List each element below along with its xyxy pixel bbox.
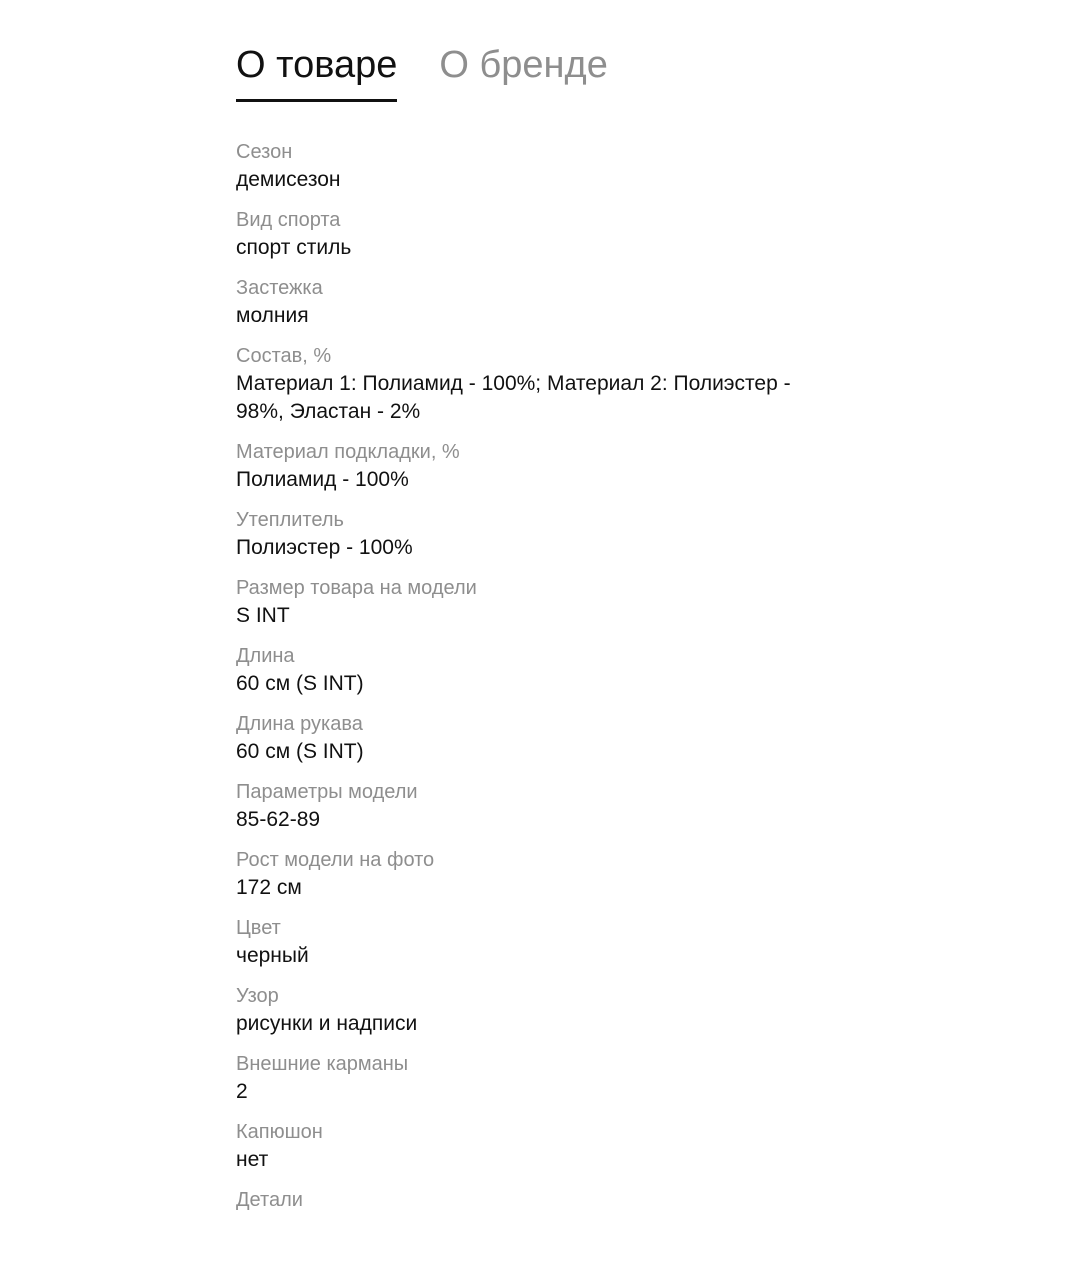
spec-value: демисезон xyxy=(236,168,341,191)
spec-length xyxy=(236,642,836,698)
spec-value: нет xyxy=(236,1148,269,1171)
spec-model-height xyxy=(236,846,836,902)
tab-about-brand[interactable]: О бренде xyxy=(439,44,608,86)
spec-label: Застежка xyxy=(236,277,323,299)
spec-value: Полиамид - 100% xyxy=(236,468,409,491)
spec-details xyxy=(236,1186,836,1214)
spec-value: Материал 1: Полиамид - 100%; Материал 2: Полиэстер - 98%, Эластан - 2% xyxy=(236,372,791,423)
spec-label: Вид спорта xyxy=(236,209,341,231)
spec-sleeve-length xyxy=(236,710,836,766)
spec-composition xyxy=(236,342,836,426)
spec-label: Размер товара на модели xyxy=(236,577,477,599)
spec-label: Состав, % xyxy=(236,345,332,367)
spec-label: Внешние карманы xyxy=(236,1053,409,1075)
tab-about-product[interactable]: О товаре xyxy=(236,40,397,102)
product-info-tabs xyxy=(236,40,608,104)
spec-value: молния xyxy=(236,304,309,327)
spec-insulation xyxy=(236,506,836,562)
spec-label: Цвет xyxy=(236,917,281,939)
spec-label: Детали xyxy=(236,1189,303,1211)
product-specs-list xyxy=(236,138,836,1226)
spec-label: Длина рукава xyxy=(236,713,363,735)
spec-color xyxy=(236,914,836,970)
spec-model-size xyxy=(236,574,836,630)
spec-closure xyxy=(236,274,836,330)
spec-season xyxy=(236,138,836,194)
spec-label: Параметры модели xyxy=(236,781,418,803)
spec-value: рисунки и надписи xyxy=(236,1012,418,1035)
spec-value: спорт стиль xyxy=(236,236,352,259)
spec-value: 85-62-89 xyxy=(236,808,321,831)
spec-value: 60 см (S INT) xyxy=(236,672,364,695)
spec-label: Материал подкладки, % xyxy=(236,441,460,463)
spec-value: Полиэстер - 100% xyxy=(236,536,413,559)
spec-value: S INT xyxy=(236,604,290,627)
spec-label: Капюшон xyxy=(236,1121,323,1143)
spec-sport xyxy=(236,206,836,262)
spec-label: Узор xyxy=(236,985,279,1007)
spec-pattern xyxy=(236,982,836,1038)
spec-model-params xyxy=(236,778,836,834)
spec-value: 172 см xyxy=(236,876,302,899)
spec-outer-pockets xyxy=(236,1050,836,1106)
spec-value: 60 см (S INT) xyxy=(236,740,364,763)
spec-label: Сезон xyxy=(236,141,293,163)
spec-label: Утеплитель xyxy=(236,509,344,531)
spec-lining-material xyxy=(236,438,836,494)
spec-label: Длина xyxy=(236,645,295,667)
spec-value: черный xyxy=(236,944,309,967)
spec-label: Рост модели на фото xyxy=(236,849,435,871)
spec-value: 2 xyxy=(236,1080,248,1103)
spec-hood xyxy=(236,1118,836,1174)
